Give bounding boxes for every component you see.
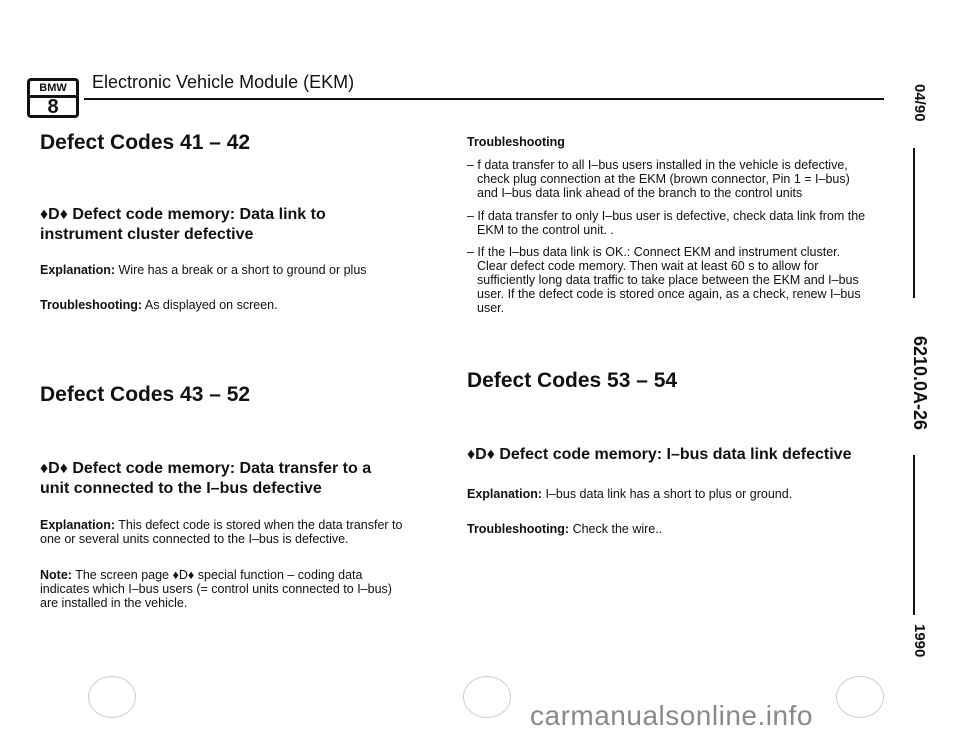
troubleshooting-text: As displayed on screen. [144,298,278,312]
header-rule [84,98,884,100]
troubleshooting-item-2: – If data transfer to only I–bus user is defective, check data link from the EKM to the control unit. . [467,209,866,237]
troubleshooting-41-42 [40,298,420,312]
section-heading-41-42: Defect Codes 41 – 42 [40,131,251,154]
section-subheading-53-54 [467,445,867,465]
explanation-53-54 [467,487,857,501]
logo-brand: BMW [30,81,76,98]
note-text: The screen page ♦D♦ special function – coding data indicates which I–bus users (= control units connected to I–bus) are installed in the vehicle. [40,568,392,610]
explanation-text: Wire has a break or a short to ground or plus [118,263,367,277]
sidebar-date: 04/90 [911,84,928,122]
section-heading-53-54: Defect Codes 53 – 54 [467,369,678,392]
watermark: carmanualsonline.info [530,700,813,731]
explanation-label: Explanation: [467,487,543,501]
document-title: Electronic Vehicle Module (EKM) [92,72,355,92]
troubleshooting-text: Check the wire.. [572,522,663,536]
troubleshooting-item-3: – If the I–bus data link is OK.: Connect EKM and instrument cluster. Clear defect code memory. Then wait at least 60 s to allow for sufficiently long data traffic to take place between the EKM and I–bus user. If the defect code is stored once again, as a check, renew I–bus user. [467,245,861,315]
explanation-label: Explanation: [40,263,116,277]
troubleshooting-label: Troubleshooting: [467,522,570,536]
diagnosis-prefix: ♦D♦ [40,206,68,223]
binder-hole [463,676,511,718]
explanation-43-52 [40,518,420,546]
subheading-text: Defect code memory: Data link to instrument cluster defective [40,206,326,243]
troubleshooting-label: Troubleshooting: [40,298,143,312]
sidebar-doc-number: 6210.0A-26 [910,336,930,431]
diagnosis-prefix: ♦D♦ [40,460,68,477]
troubleshooting-heading: Troubleshooting [467,135,565,149]
troubleshooting-item-1: – f data transfer to all I–bus users installed in the vehicle is defective, check plug connection at the EKM (brown connector, Pin 1 = I–bus) and I–bus data link ahead of the branch to the control units [467,158,850,200]
explanation-text: I–bus data link has a short to plus or ground. [545,487,793,501]
bmw-logo [27,78,79,118]
troubleshooting-53-54 [467,522,857,536]
sidebar-year: 1990 [911,624,928,658]
subheading-text: Defect code memory: I–bus data link defective [499,446,852,463]
note-43-52 [40,568,410,610]
section-subheading-43-52 [40,459,400,499]
subheading-text: Defect code memory: Data transfer to a unit connected to the I–bus defective [40,460,372,497]
logo-series: 8 [47,96,59,118]
binder-hole [88,676,136,718]
diagnosis-prefix: ♦D♦ [467,446,495,463]
explanation-41-42 [40,263,420,277]
sidebar-line [913,455,915,615]
sidebar-line [913,148,915,298]
note-label: Note: [40,568,72,582]
explanation-text: This defect code is stored when the data transfer to one or several units connected to the I–bus is defective. [40,518,403,546]
explanation-label: Explanation: [40,518,116,532]
binder-hole [836,676,884,718]
section-subheading-41-42 [40,205,400,245]
section-heading-43-52: Defect Codes 43 – 52 [40,383,251,406]
